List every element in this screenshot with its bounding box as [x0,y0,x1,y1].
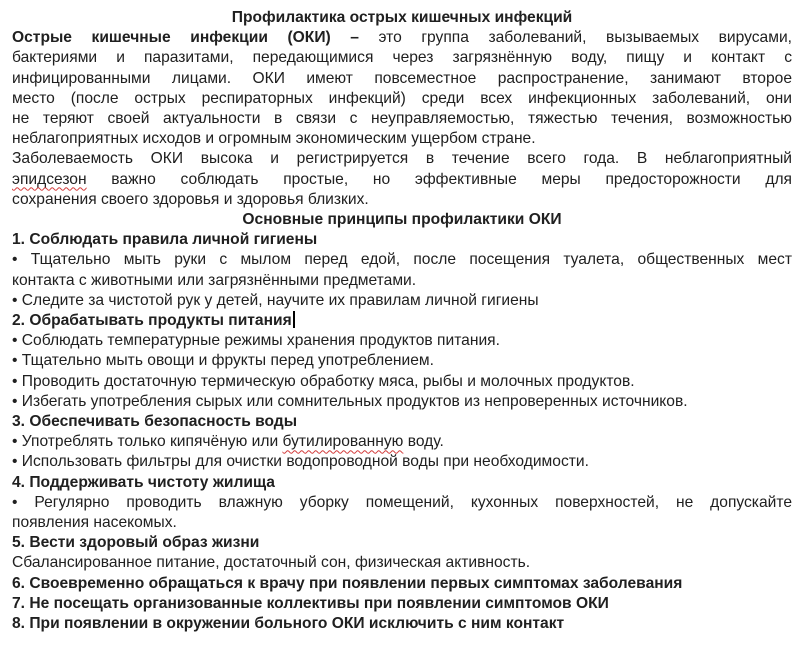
intro-line-4: место (после острых респираторных инфекций) среди всех инфекционных заболеваний, они [12,89,792,107]
section-3-bullet-1-pre: • Употреблять только кипячёную или [12,433,283,451]
section-3-bullet-1-post: воду. [403,433,444,451]
section-3-heading: 3. Обеспечивать безопасность воды [12,413,298,431]
section-1-bullet-1-line-1: • Тщательно мыть руки с мылом перед едой, после посещения туалета, общественных мест [12,251,792,269]
para2-line-2-rest: важно соблюдать простые, но эффективные меры предосторожности для [86,170,792,188]
spellcheck-word-episeason[interactable]: эпидсезон [12,170,87,188]
section-2-bullet-4: • Избегать употребления сырых или сомнительных продуктов из непроверенных источников. [12,392,688,410]
section-1-heading: 1. Соблюдать правила личной гигиены [12,231,318,249]
section-2-heading [12,311,792,331]
para2-line-3: сохранения своего здоровья и здоровья близких. [12,190,369,208]
section-4-heading: 4. Поддерживать чистоту жилища [12,473,275,491]
section-8-heading: 8. При появлении в окружении больного ОКИ исключить с ним контакт [12,615,565,633]
intro-line-3: инфицированными лицами. ОКИ имеют повсеместное распространение, занимают второе [12,69,792,87]
section-3-bullet-1 [12,432,792,452]
intro-line-5: не теряют своей актуальности в связи с неуправляемостью, тяжестью течения, возможностью [12,110,792,128]
document-title: Профилактика острых кишечных инфекций [231,9,573,26]
section-4-bullet-1-line-1: • Регулярно проводить влажную уборку помещений, кухонных поверхностей, не допускайте [12,493,792,511]
section-2-bullet-3: • Проводить достаточную термическую обработку мяса, рыбы и молочных продуктов. [12,372,635,390]
section-5-text: Сбалансированное питание, достаточный сон, физическая активность. [12,554,531,572]
section-subtitle: Основные принципы профилактики ОКИ [242,211,562,229]
para2-line-2 [12,170,792,190]
intro-line-6: неблагоприятных исходов и огромным экономическим ущербом стране. [12,130,536,148]
para2-line-1: Заболеваемость ОКИ высока и регистрируется в течение всего года. В неблагоприятный [12,150,792,168]
section-2-heading-text: 2. Обрабатывать продукты питания [12,312,292,330]
document-page [12,8,792,634]
spellcheck-word-bottled[interactable]: бутилированную [282,433,404,451]
section-3-bullet-2: • Использовать фильтры для очистки водопроводной воды при необходимости. [12,453,589,471]
section-4-bullet-1-line-2: появления насекомых. [12,514,177,532]
section-6-heading: 6. Своевременно обращаться к врачу при появлении первых симптомах заболевания [12,574,683,592]
intro-line-2: бактериями и паразитами, передающимися через загрязнённую воду, пищу и контакт с [12,49,792,67]
section-2-bullet-2: • Тщательно мыть овощи и фрукты перед употреблением. [12,352,434,370]
intro-line-1 [12,28,792,48]
section-2-bullet-1: • Соблюдать температурные режимы хранения продуктов питания. [12,332,500,350]
section-1-bullet-2: • Следите за чистотой рук у детей, научите их правилам личной гигиены [12,291,539,309]
section-1-bullet-1-line-2: контакта с животными или загрязнёнными предметами. [12,271,417,289]
text-cursor [293,311,295,328]
section-5-heading: 5. Вести здоровый образ жизни [12,534,260,552]
intro-line-1-rest: это группа заболеваний, вызываемых вирусами, [358,29,792,47]
section-7-heading: 7. Не посещать организованные коллективы при появлении симптомов ОКИ [12,594,609,612]
intro-term: Острые кишечные инфекции (ОКИ) – [12,29,359,47]
